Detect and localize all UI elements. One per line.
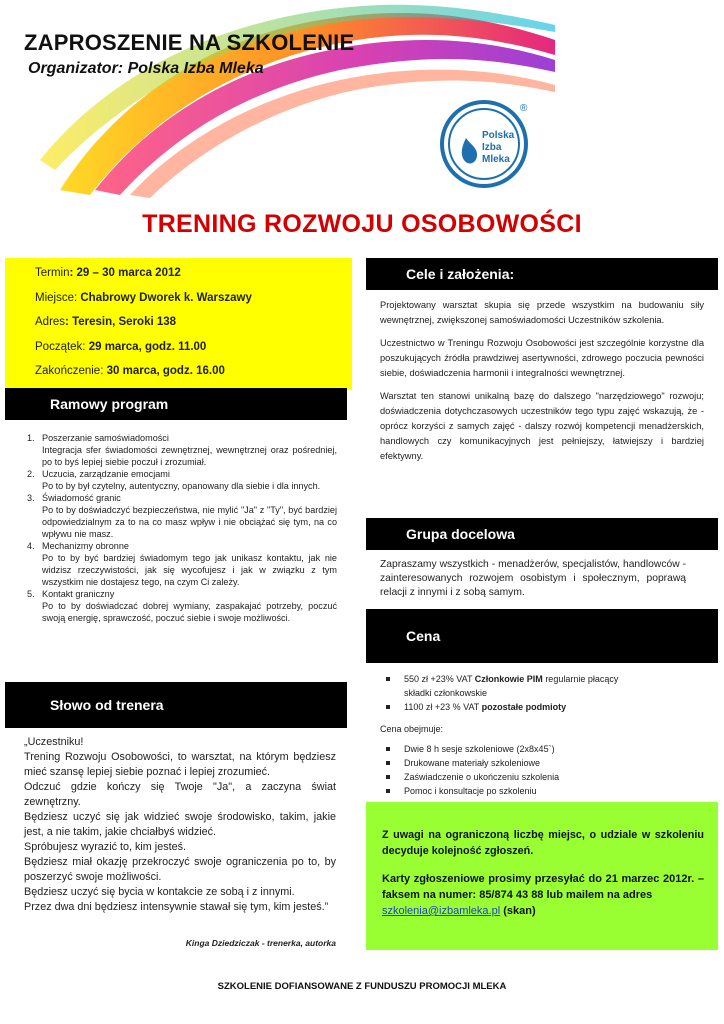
item-title: Kontakt graniczny <box>42 589 115 599</box>
start-value: 29 marca, godz. 11.00 <box>88 340 207 353</box>
include-text: Zaświadczenie o ukończeniu szkolenia <box>404 772 560 782</box>
bullet-icon <box>386 742 394 756</box>
limited-places-notice: Z uwagi na ograniczoną liczbę miejsc, o udziale w szkoleniu decyduje kolejność zgłoszeń. <box>382 829 704 857</box>
start-label: Początek: <box>35 340 89 353</box>
trainer-signature: Kinga Dziedziczak - trenerka, autorka <box>185 938 336 948</box>
registration-notice <box>366 802 718 950</box>
email-link[interactable]: szkolenia@izbamleka.pl <box>382 905 501 917</box>
trainer-line: Przez dwa dni będziesz intensywnie stawał się tym, kim jesteś.” <box>24 901 329 913</box>
goals-paragraph: Warsztat ten stanowi unikalną bazę do dalszego "narzędziowego" rozwoju; doświadczenia dotychczasowych uczestników tego typu zajęć wskazują, że - oprócz korzyści z samych zajęć - dalszy rozwój kompetencji menadżerskich, handlowych czy komunikacyjnych jest pełniejszy, łatwiejszy i bardziej efektywny. <box>380 391 704 461</box>
trainer-line: Odczuć gdzie kończy się Twoje "Ja", a zaczyna świat zewnętrzny. <box>24 781 336 808</box>
list-item <box>27 492 337 504</box>
polska-izba-mleka-logo <box>440 100 528 188</box>
bullet-icon <box>386 700 394 714</box>
bullet-icon <box>386 784 394 798</box>
footer-funding-note: SZKOLENIE DOFIANSOWANE Z FUNDUSZU PROMOCJI MLEKA <box>217 981 507 992</box>
item-number: 1. <box>27 433 35 443</box>
item-number: 3. <box>27 493 35 503</box>
trainer-line: „Uczestniku! <box>24 736 84 748</box>
training-title: TRENING ROZWOJU OSOBOWOŚCI <box>142 210 582 238</box>
logo-text-2: Izba <box>482 142 502 153</box>
programme-list <box>27 432 337 624</box>
place-row <box>35 292 352 305</box>
include-text: Drukowane materiały szkoleniowe <box>404 758 541 768</box>
trainer-line: Trening Rozwoju Osobowości, to warsztat, na którym będziesz mieć szansę lepiej siebie poznać i lepiej zrozumieć. <box>24 751 336 778</box>
email-line <box>382 903 704 919</box>
list-item <box>27 432 337 444</box>
place-value: Chabrowy Dworek k. Warszawy <box>80 291 252 304</box>
address-value: : Teresin, Seroki 138 <box>65 316 177 328</box>
goals-paragraph: Projektowany warsztat skupia się przede wszystkim na budowaniu siły wewnętrznej, zwiększonej samoświadomości Uczestników szkolenia. <box>380 300 704 325</box>
goals-section-header: Cele i założenia: <box>366 258 718 290</box>
list-item <box>27 540 337 552</box>
registration-instructions: Karty zgłoszeniowe prosimy przesyłać do 21 marzec 2012r. – faksem na numer: 85/874 43 88 lub mailem na adres <box>382 873 704 901</box>
trainer-line: Będziesz miał okazję przekroczyć swoje ograniczenia po to, by poszerzyć swoje możliwości. <box>24 856 336 883</box>
place-label: Miejsce: <box>35 291 81 304</box>
item-number: 2. <box>27 469 35 479</box>
price-note-continued: składki członkowskie <box>404 688 488 698</box>
logo-text-3: Mleka <box>482 154 510 165</box>
end-label: Zakończenie: <box>35 365 107 377</box>
trainer-line: Spróbujesz wyrazić to, kim jesteś. <box>24 841 187 853</box>
start-row <box>35 341 352 354</box>
address-row <box>35 316 352 329</box>
include-text: Dwie 8 h sesje szkoleniowe (2x8x45`) <box>404 744 555 754</box>
price-item-others <box>380 700 680 714</box>
trainer-line: Będziesz uczyć się bycia w kontakcie ze sobą i z innymi. <box>24 886 295 898</box>
price-item-members <box>380 672 680 686</box>
item-title: Uczucia, zarządzanie emocjami <box>42 469 170 479</box>
price-section-header: Cena <box>366 609 718 663</box>
registered-mark: ® <box>520 103 528 114</box>
item-title: Poszerzanie samoświadomości <box>42 433 169 443</box>
trainer-line: Będziesz uczyć się jak widzieć swoje środowisko, takim, jakie jest, a nie takim, jakie chciałbyś widzieć. <box>24 811 336 838</box>
item-number: 5. <box>27 589 35 599</box>
term-row <box>35 267 352 280</box>
target-group-text: Zapraszamy wszystkich - menadżerów, specjalistów, handlowców - zainteresowanych rozwojem osobistym i społecznym, poprawą relacji z innymi i z sobą samym. <box>380 559 686 598</box>
trainer-message <box>24 735 336 915</box>
price-amount: 1100 zł +23 % VAT <box>404 702 482 712</box>
item-description: Integracja sfer świadomości zewnętrznej, wewnętrznej oraz pośredniej, po to byś lepiej siebie poczuł i zrozumiał. <box>42 445 337 467</box>
list-item <box>27 588 337 600</box>
address-label: Adres <box>35 316 66 328</box>
include-text: Pomoc i konsultacje po szkoleniu <box>404 786 537 796</box>
price-target: Członkowie PIM <box>474 674 543 684</box>
item-description: Po to by doświadczać dobrej wymiany, zaspakajać potrzeby, poczuć swoją energię, sprawczość, poczuć siebie i swoje możliwości. <box>42 601 337 623</box>
term-value: : 29 – 30 marca 2012 <box>69 267 181 279</box>
price-includes-label: Cena obejmuje: <box>380 724 444 734</box>
bullet-icon <box>386 756 394 770</box>
list-item <box>380 784 680 798</box>
trainer-section-header: Słowo od trenera <box>5 682 347 728</box>
item-title: Świadomość granic <box>42 493 121 503</box>
price-amount: 550 zł +23% VAT <box>404 674 475 684</box>
end-row <box>35 365 352 378</box>
target-section-header: Grupa docelowa <box>366 518 718 550</box>
organizer-line: Organizator: Polska Izba Mleka <box>28 60 264 77</box>
price-target: pozostałe podmioty <box>481 702 567 712</box>
list-item <box>380 770 680 784</box>
term-label: Termin <box>35 267 70 279</box>
item-description: Po to by był czytelny, autentyczny, opanowany dla siebie i dla innych. <box>42 481 321 491</box>
list-item <box>380 756 680 770</box>
price-note: regularnie płacący <box>542 674 619 684</box>
list-item <box>380 742 680 756</box>
bullet-icon <box>386 770 394 784</box>
end-value: 30 marca, godz. 16.00 <box>106 365 225 377</box>
bullet-icon <box>386 672 394 686</box>
item-title: Mechanizmy obronne <box>42 541 129 551</box>
item-description: Po to by być bardziej świadomym tego jak unikasz kontaktu, jak nie widzisz rzeczywistości, jak się wycofujesz i jak w związku z tym wszystkim nie dostajesz tego, na czym Ci zależy. <box>42 553 337 587</box>
item-description: Po to by doświadczyć bezpieczeństwa, nie mylić "Ja" z "Ty", być bardziej odpowiedzialnym za to na co masz wpływ i nie obciążać się tym, na co wpływu nie masz. <box>42 505 337 539</box>
price-details <box>380 672 680 798</box>
logo-text-1: Polska <box>482 130 515 141</box>
item-number: 4. <box>27 541 35 551</box>
invitation-heading: ZAPROSZENIE NA SZKOLENIE <box>24 30 355 55</box>
programme-section-header: Ramowy program <box>5 388 347 420</box>
goals-paragraph: Uczestnictwo w Treningu Rozwoju Osobowości jest szczególnie korzystne dla poszukujących źródła prawdziwej asertywności, zdrowego poczucia pewności siebie, doświadczenia harmonii i integralności wewnętrznej. <box>380 338 704 378</box>
training-info-box <box>5 258 352 390</box>
goals-text <box>380 298 704 472</box>
list-item <box>27 468 337 480</box>
email-suffix: (skan) <box>500 905 536 917</box>
